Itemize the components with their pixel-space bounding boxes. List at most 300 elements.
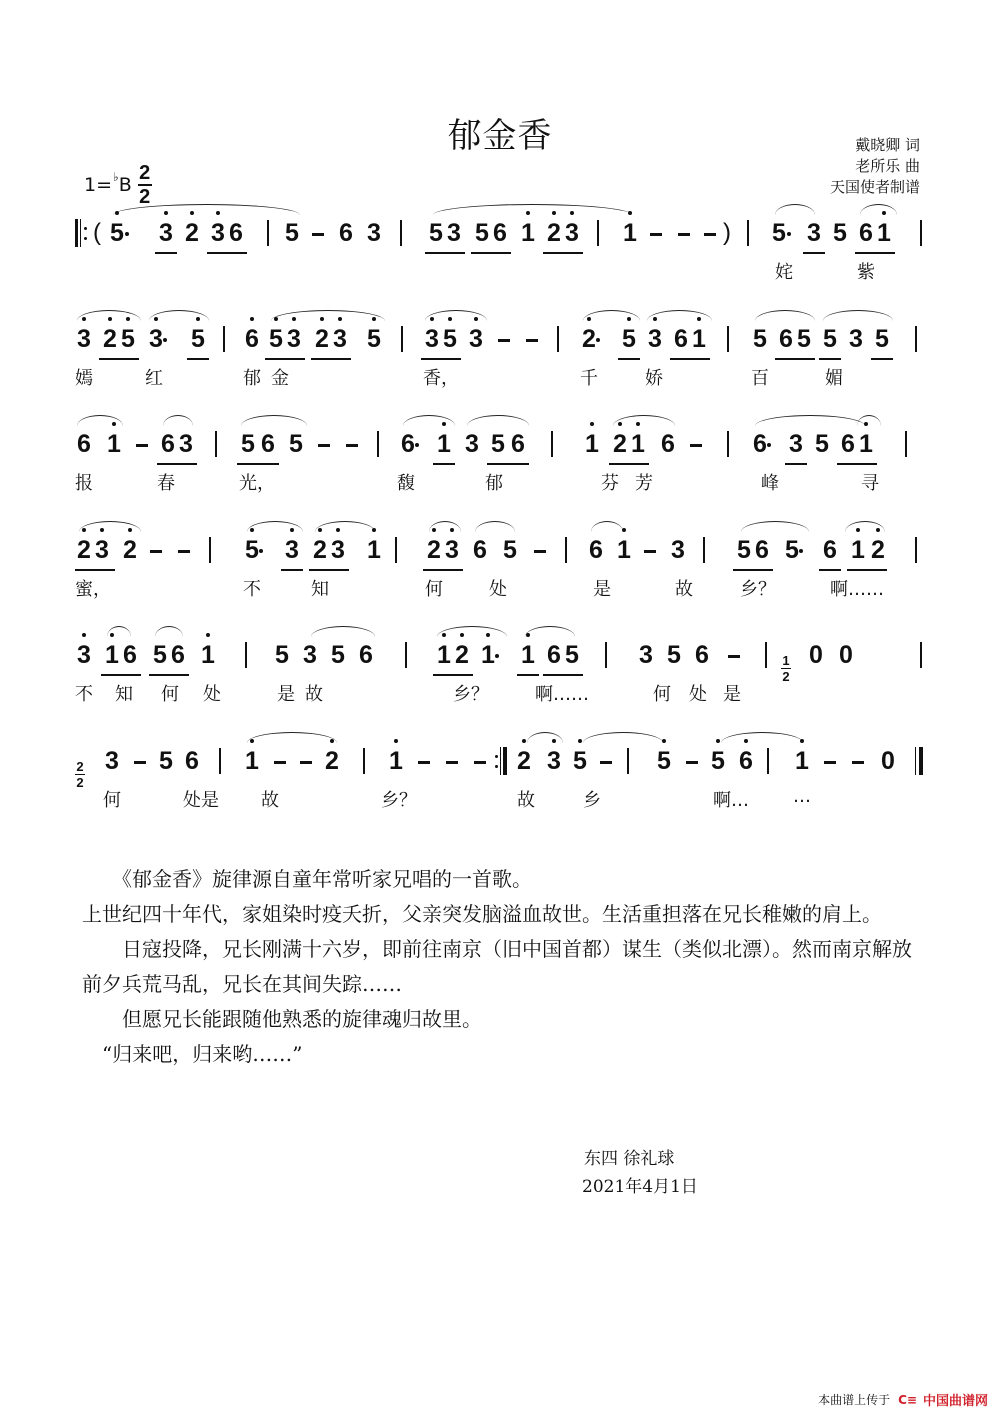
notation-line xyxy=(75,322,930,358)
slur xyxy=(823,310,893,321)
note: 5 xyxy=(785,536,799,564)
slur xyxy=(741,521,809,532)
lyric-syllable: 啊…… xyxy=(830,579,884,600)
slur xyxy=(527,732,563,743)
score-row xyxy=(75,517,930,600)
note: 3 xyxy=(807,219,821,247)
high-note: 5 xyxy=(709,744,727,778)
bar-line xyxy=(627,748,629,774)
eighth-underline xyxy=(819,358,841,360)
prose-paragraph: 日寇投降，兄长刚满十六岁，即前往南京（旧中国首都）谋生（类似北漂）。然而南京解放前夕兵荒马乱，兄长在其间失踪…… xyxy=(82,937,912,996)
note: 3 xyxy=(367,219,381,247)
note: 3 xyxy=(179,430,193,458)
eighth-underline xyxy=(311,358,351,360)
high-note: 3 xyxy=(285,322,303,356)
lyric-syllable: 处 xyxy=(489,579,507,600)
bar-line xyxy=(765,642,767,668)
bar-line xyxy=(605,642,607,668)
slur xyxy=(149,310,209,321)
lyric-syllable: 乡 xyxy=(583,790,601,811)
bar-line xyxy=(915,537,917,563)
note: 5 xyxy=(241,430,255,458)
bar-line xyxy=(565,537,567,563)
lyric-syllable: 媚 xyxy=(825,368,843,389)
note: 5 xyxy=(159,747,173,775)
high-note: 6 xyxy=(243,322,261,356)
lyric-syllable: 报 xyxy=(75,473,93,494)
high-note: 1 xyxy=(479,638,497,672)
lyric-syllable: 何 xyxy=(425,579,443,600)
bar-line xyxy=(747,220,749,246)
signature-author: 东四 徐礼球 xyxy=(584,1149,675,1169)
lyric-syllable: 啊… xyxy=(713,790,749,811)
signature xyxy=(582,1145,698,1201)
bar-line xyxy=(395,537,397,563)
lyric-syllable: 峰 xyxy=(761,473,779,494)
lyric-syllable: 蜜， xyxy=(75,579,111,600)
slur xyxy=(721,732,803,743)
note: 3 xyxy=(447,219,461,247)
high-note: 3 xyxy=(157,216,175,250)
high-note: 2 xyxy=(580,322,598,356)
high-note: 6 xyxy=(737,744,755,778)
lyric-syllable: 芬 xyxy=(601,473,619,494)
lyric-syllable: 百 xyxy=(751,368,769,389)
note: 0 xyxy=(881,747,895,775)
eighth-underline xyxy=(543,674,583,676)
note: 5 xyxy=(772,219,786,247)
note: 5 xyxy=(289,430,303,458)
octave-dot-icon xyxy=(522,739,526,743)
bar-line xyxy=(267,220,269,246)
lyric-syllable: 姹 xyxy=(775,262,793,283)
eighth-underline xyxy=(99,358,139,360)
eighth-underline xyxy=(803,252,825,254)
note: 6 xyxy=(339,219,353,247)
lyric-syllable: 娇 xyxy=(645,368,663,389)
note: 6 xyxy=(823,536,837,564)
slur xyxy=(107,626,131,637)
high-note: 5 xyxy=(620,322,638,356)
note: 3 xyxy=(105,747,119,775)
bar-line xyxy=(363,748,365,774)
note: 6 xyxy=(755,536,769,564)
note: 5 xyxy=(875,325,889,353)
eighth-underline xyxy=(433,674,473,676)
lyric-syllable: 寻 xyxy=(861,473,879,494)
bar-line xyxy=(377,431,379,457)
lyric-syllable: 紫 xyxy=(857,262,875,283)
bar-line xyxy=(401,326,403,352)
site-link[interactable]: 中国曲谱网 xyxy=(922,1394,988,1409)
note: 5 xyxy=(503,536,517,564)
slur xyxy=(647,310,712,321)
eighth-underline xyxy=(425,252,465,254)
slur xyxy=(755,310,815,321)
high-note: 3 xyxy=(147,322,165,356)
high-note: 1 xyxy=(435,427,453,461)
lyric-syllable: 不 xyxy=(75,684,93,705)
lyric-syllable: 芳 xyxy=(635,473,653,494)
slur xyxy=(155,626,183,637)
slur xyxy=(241,415,307,426)
eighth-underline xyxy=(775,358,815,360)
eighth-underline xyxy=(237,463,279,465)
notation-line xyxy=(75,744,930,790)
high-note: 3 xyxy=(331,322,349,356)
lyric-syllable: 处是 xyxy=(183,790,219,811)
eighth-underline xyxy=(101,674,141,676)
page-title: 郁金香 xyxy=(447,116,553,156)
note: 6 xyxy=(779,325,793,353)
slur xyxy=(429,521,461,532)
high-note: 1 xyxy=(621,216,639,250)
eighth-underline xyxy=(819,569,841,571)
lyric-syllable: 香， xyxy=(423,368,459,389)
note: 5 xyxy=(815,430,829,458)
eighth-underline xyxy=(155,252,177,254)
lyric-syllable: 处 xyxy=(203,684,221,705)
slur xyxy=(403,415,455,426)
bar-line xyxy=(209,537,211,563)
eighth-underline xyxy=(733,569,773,571)
slur xyxy=(591,521,623,532)
high-note: 1 xyxy=(199,638,217,672)
high-note: 1 xyxy=(857,427,875,461)
lyric-syllable: 乡？ xyxy=(740,579,776,600)
note: 6 xyxy=(753,430,767,458)
slur xyxy=(437,626,507,637)
high-note: 2 xyxy=(183,216,201,250)
key-note: B xyxy=(118,174,132,196)
high-note: 3 xyxy=(283,533,301,567)
eighth-underline xyxy=(609,463,649,465)
high-note: 2 xyxy=(311,533,329,567)
bar-line xyxy=(905,431,907,457)
note: 6 xyxy=(589,536,603,564)
high-note: 3 xyxy=(443,533,461,567)
lyric-syllable: 故 xyxy=(305,684,323,705)
lyric-syllable: 千 xyxy=(580,368,598,389)
prose-notes xyxy=(82,862,922,1072)
note: 5 xyxy=(331,641,345,669)
bar-line xyxy=(551,431,553,457)
bar-line xyxy=(915,326,917,352)
note: 6 xyxy=(661,430,675,458)
note: 6 xyxy=(77,430,91,458)
high-note: 1 xyxy=(243,744,261,778)
lyric-syllable: 是 xyxy=(277,684,295,705)
note: 6 xyxy=(841,430,855,458)
composer-credit: 老所乐 曲 xyxy=(855,157,920,175)
note: 6 xyxy=(171,641,185,669)
octave-dot-icon xyxy=(82,633,86,637)
eighth-underline xyxy=(149,674,189,676)
note: 6 xyxy=(359,641,373,669)
notation-line xyxy=(75,638,930,684)
slur xyxy=(311,626,375,637)
note: 5 xyxy=(285,219,299,247)
credits xyxy=(830,135,920,198)
slur xyxy=(271,310,385,321)
lyric-syllable: 春 xyxy=(157,473,175,494)
lyric-syllable: 馥 xyxy=(397,473,415,494)
score-row xyxy=(75,306,930,389)
slur xyxy=(755,415,865,426)
bar-line xyxy=(920,220,922,246)
lyric-syllable: 知 xyxy=(115,684,133,705)
note: 5 xyxy=(565,641,579,669)
lyric-syllable: 郁 xyxy=(485,473,503,494)
close-paren: ) xyxy=(723,219,731,246)
eighth-underline xyxy=(187,358,209,360)
eighth-underline xyxy=(423,569,463,571)
note: 0 xyxy=(839,641,853,669)
slur xyxy=(583,310,640,321)
high-note: 3 xyxy=(75,322,93,356)
high-note: 3 xyxy=(467,322,485,356)
eighth-underline xyxy=(855,252,895,254)
bar-line xyxy=(703,537,705,563)
lyric-syllable: 郁 xyxy=(243,368,261,389)
note: 5 xyxy=(275,641,289,669)
eighth-underline xyxy=(75,569,115,571)
eighth-underline xyxy=(421,358,461,360)
high-note: 5 xyxy=(441,322,459,356)
note: 5 xyxy=(475,219,489,247)
slur xyxy=(315,521,375,532)
lyric-syllable: 不 xyxy=(243,579,261,600)
bar-line xyxy=(920,642,922,668)
high-note: 2 xyxy=(515,744,533,778)
high-note: 3 xyxy=(75,638,93,672)
notation-line xyxy=(75,216,930,252)
high-note: 2 xyxy=(101,322,119,356)
high-note: 5 xyxy=(365,322,383,356)
slur xyxy=(860,204,897,215)
high-note: 1 xyxy=(615,533,633,567)
high-note: 1 xyxy=(105,427,123,461)
high-note: 1 xyxy=(519,216,537,250)
slur xyxy=(77,415,123,426)
high-note: 5 xyxy=(119,322,137,356)
lyric-syllable: 嫣 xyxy=(75,368,93,389)
eighth-underline xyxy=(281,569,303,571)
high-note: 2 xyxy=(453,638,471,672)
notation-line xyxy=(75,533,930,569)
note: 6 xyxy=(493,219,507,247)
open-paren: ( xyxy=(93,219,101,246)
bar-line xyxy=(215,431,217,457)
note: 6 xyxy=(229,219,243,247)
transcriber-credit: 天国使者制谱 xyxy=(829,178,920,196)
high-note: 1 xyxy=(519,638,537,672)
note: 3 xyxy=(789,430,803,458)
note: 5 xyxy=(667,641,681,669)
slur xyxy=(475,521,515,532)
eighth-underline xyxy=(487,463,529,465)
time-signature-change: $\frac{2}{2}$ xyxy=(76,759,84,790)
eighth-underline xyxy=(471,252,511,254)
eighth-underline xyxy=(309,569,349,571)
eighth-underline xyxy=(543,252,583,254)
bar-line xyxy=(223,326,225,352)
lyric-syllable: 光， xyxy=(239,473,275,494)
lyric-syllable: 故 xyxy=(517,790,535,811)
high-note: 1 xyxy=(849,533,867,567)
slur xyxy=(79,521,141,532)
lyric-syllable: 故 xyxy=(261,790,279,811)
eighth-underline xyxy=(837,463,877,465)
slur xyxy=(857,415,881,426)
note: 6 xyxy=(547,641,561,669)
high-note: 5 xyxy=(108,216,126,250)
bar-line xyxy=(219,748,221,774)
octave-dot-icon xyxy=(716,739,720,743)
prose-paragraph: “归来吧，归来哟……” xyxy=(82,1042,303,1066)
eighth-underline xyxy=(265,358,305,360)
note: 6 xyxy=(859,219,873,247)
eighth-underline xyxy=(871,358,893,360)
high-note: 2 xyxy=(75,533,93,567)
high-note: 2 xyxy=(121,533,139,567)
note: 5 xyxy=(833,219,847,247)
slur xyxy=(113,204,300,215)
final-bar-line xyxy=(915,747,923,775)
lyric-syllable: 何 xyxy=(103,790,121,811)
high-note: 3 xyxy=(545,744,563,778)
signature-date: 2021年4月1日 xyxy=(582,1177,698,1197)
note: 6 xyxy=(261,430,275,458)
high-note: 1 xyxy=(690,322,708,356)
high-note: 1 xyxy=(629,427,647,461)
site-logo-icon: C≡ xyxy=(898,1392,917,1407)
notation-line xyxy=(75,427,930,463)
note: 6 xyxy=(401,430,415,458)
eighth-underline xyxy=(618,358,640,360)
slur xyxy=(583,732,663,743)
note: 0 xyxy=(809,641,823,669)
eighth-underline xyxy=(157,463,197,465)
slur xyxy=(163,415,193,426)
lyric-syllable: 啊…… xyxy=(535,684,589,705)
high-note: 1 xyxy=(875,216,893,250)
note: 6 xyxy=(161,430,175,458)
slur xyxy=(247,732,337,743)
octave-dot-icon xyxy=(590,422,594,426)
prose-paragraph: 《郁金香》旋律源自童年常听家兄唱的一首歌。 xyxy=(82,867,532,891)
note: 5 xyxy=(797,325,811,353)
slur xyxy=(845,521,885,532)
note: 5 xyxy=(491,430,505,458)
octave-dot-icon xyxy=(394,739,398,743)
note: 6 xyxy=(123,641,137,669)
note: 6 xyxy=(185,747,199,775)
note: 6 xyxy=(473,536,487,564)
score-row xyxy=(75,728,930,811)
note: 6 xyxy=(511,430,525,458)
key-label: 1= xyxy=(84,174,113,196)
eighth-underline xyxy=(847,569,887,571)
slur xyxy=(613,415,675,426)
eighth-underline xyxy=(207,252,247,254)
note: 5 xyxy=(153,641,167,669)
high-note: 2 xyxy=(323,744,341,778)
bar-line xyxy=(557,326,559,352)
score-row xyxy=(75,622,930,705)
high-note: 1 xyxy=(103,638,121,672)
slur xyxy=(77,310,141,321)
lyric-syllable: 乡？ xyxy=(381,790,417,811)
bar-line xyxy=(405,642,407,668)
high-note: 1 xyxy=(387,744,405,778)
prose-paragraph: 上世纪四十年代，家姐染时疫夭折，父亲突发脑溢血故世。生活重担落在兄长稚嫩的肩上。 xyxy=(82,902,882,926)
flat-icon: ♭ xyxy=(113,170,119,184)
lyric-syllable: 乡？ xyxy=(453,684,489,705)
high-note: 5 xyxy=(571,744,589,778)
bar-line xyxy=(727,431,729,457)
time-signature-change: $\frac{1}{2}$ xyxy=(782,653,790,684)
high-note: 3 xyxy=(646,322,664,356)
slur xyxy=(247,521,303,532)
note: 5 xyxy=(753,325,767,353)
eighth-underline xyxy=(433,463,455,465)
note: 3 xyxy=(849,325,863,353)
note: 3 xyxy=(303,641,317,669)
high-note: 5 xyxy=(267,322,285,356)
bar-line xyxy=(400,220,402,246)
high-note: 5 xyxy=(189,322,207,356)
high-note: 3 xyxy=(563,216,581,250)
bar-line xyxy=(245,642,247,668)
lyric-syllable: 知 xyxy=(311,579,329,600)
octave-dot-icon xyxy=(250,317,254,321)
lyric-syllable: 红 xyxy=(145,368,163,389)
note: 3 xyxy=(639,641,653,669)
bar-line xyxy=(727,326,729,352)
lyricist-credit: 戴晓卿 词 xyxy=(855,136,920,154)
lyric-syllable: … xyxy=(793,786,811,807)
high-note: 1 xyxy=(435,638,453,672)
high-note: 3 xyxy=(209,216,227,250)
high-note: 1 xyxy=(583,427,601,461)
footer xyxy=(818,1390,988,1409)
lyric-syllable: 是 xyxy=(593,579,611,600)
eighth-underline xyxy=(517,674,539,676)
octave-dot-icon xyxy=(578,739,582,743)
high-note: 2 xyxy=(545,216,563,250)
high-note: 2 xyxy=(611,427,629,461)
note: 6 xyxy=(674,325,688,353)
slur xyxy=(425,310,487,321)
note: 6 xyxy=(695,641,709,669)
bar-line xyxy=(597,220,599,246)
lyric-syllable: 何 xyxy=(161,684,179,705)
high-note: 3 xyxy=(329,533,347,567)
lyric-syllable: 金 xyxy=(271,368,289,389)
high-note: 1 xyxy=(365,533,383,567)
eighth-underline xyxy=(670,358,710,360)
slur xyxy=(467,415,529,426)
note: 3 xyxy=(671,536,685,564)
slur xyxy=(433,204,632,215)
note: 3 xyxy=(465,430,479,458)
prose-paragraph: 但愿兄长能跟随他熟悉的旋律魂归故里。 xyxy=(82,1007,482,1031)
lyric-syllable: 是 xyxy=(723,684,741,705)
lyric-syllable: 故 xyxy=(675,579,693,600)
high-note: 5 xyxy=(243,533,261,567)
repeat-start-bar xyxy=(75,219,87,247)
